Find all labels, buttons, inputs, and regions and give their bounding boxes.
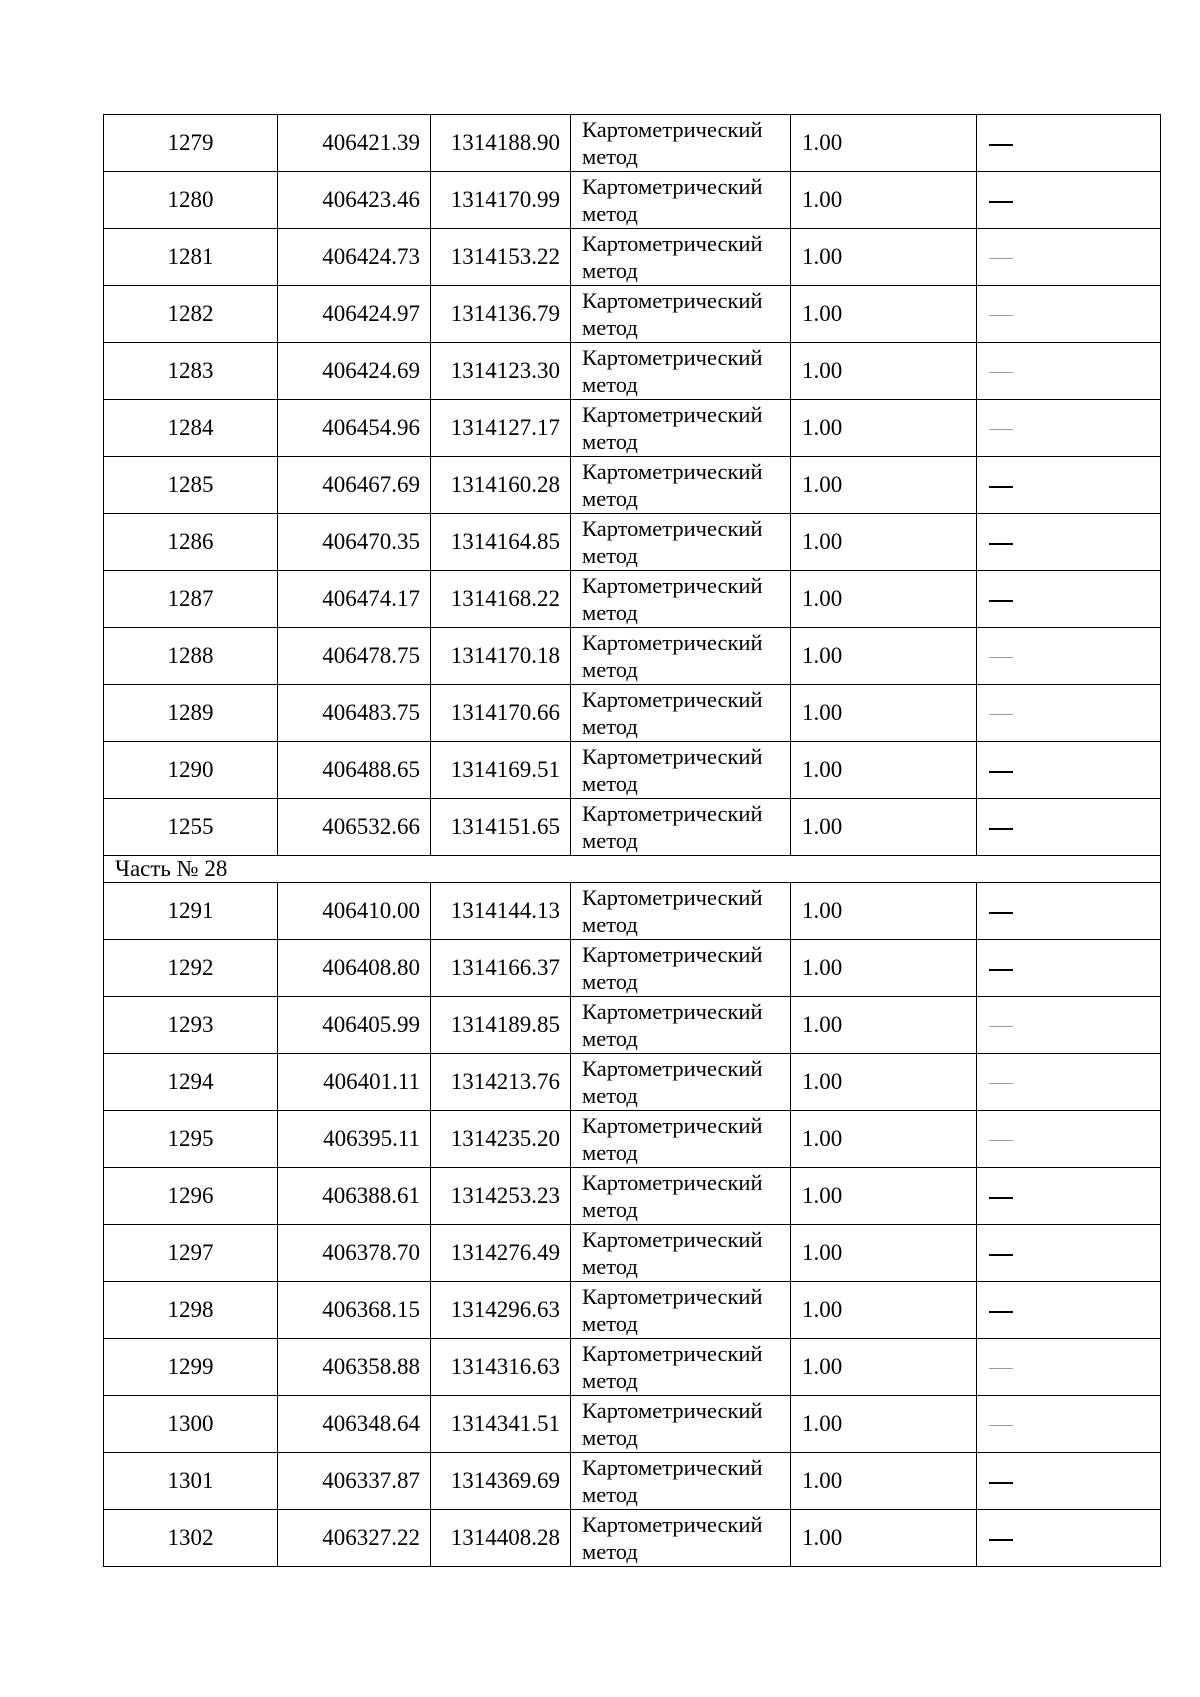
- y-coordinate-cell: 1314170.99: [431, 172, 571, 229]
- accuracy-cell: 1.00: [791, 229, 977, 286]
- x-coordinate-cell: 406424.73: [278, 229, 431, 286]
- table-row: [104, 1339, 1161, 1396]
- table-row: [104, 628, 1161, 685]
- x-coordinate-cell: 406424.69: [278, 343, 431, 400]
- y-coordinate-cell: 1314408.28: [431, 1510, 571, 1567]
- dash-mark: [989, 201, 1013, 203]
- y-coordinate-cell: 1314151.65: [431, 799, 571, 856]
- y-coordinate-cell: 1314189.85: [431, 997, 571, 1054]
- method-cell: [571, 1225, 791, 1282]
- accuracy-cell: 1.00: [791, 940, 977, 997]
- table-row: [104, 1453, 1161, 1510]
- x-coordinate-cell: 406421.39: [278, 115, 431, 172]
- dash-mark: [989, 771, 1013, 773]
- method-cell: [571, 883, 791, 940]
- accuracy-cell: 1.00: [791, 1339, 977, 1396]
- method-line-1: Картометрический: [582, 1284, 763, 1309]
- method-cell: [571, 1111, 791, 1168]
- method-line-2: метод: [582, 771, 638, 796]
- x-coordinate-cell: 406401.11: [278, 1054, 431, 1111]
- dash-mark: [989, 543, 1013, 545]
- point-number-cell: 1286: [104, 514, 278, 571]
- accuracy-cell: 1.00: [791, 1396, 977, 1453]
- x-coordinate-cell: 406467.69: [278, 457, 431, 514]
- table-row: [104, 1396, 1161, 1453]
- x-coordinate-cell: 406337.87: [278, 1453, 431, 1510]
- dash-mark: [989, 144, 1013, 146]
- y-coordinate-cell: 1314188.90: [431, 115, 571, 172]
- dash-mark: [989, 429, 1013, 430]
- x-coordinate-cell: 406478.75: [278, 628, 431, 685]
- method-line-2: метод: [582, 1368, 638, 1393]
- method-line-2: метод: [582, 969, 638, 994]
- accuracy-cell: 1.00: [791, 1111, 977, 1168]
- description-cell: [977, 571, 1161, 628]
- description-cell: [977, 514, 1161, 571]
- method-line-2: метод: [582, 1140, 638, 1165]
- table-row: [104, 799, 1161, 856]
- table-row: [104, 343, 1161, 400]
- method-line-1: Картометрический: [582, 1113, 763, 1138]
- method-line-1: Картометрический: [582, 801, 763, 826]
- dash-mark: [989, 657, 1013, 658]
- description-cell: [977, 229, 1161, 286]
- accuracy-cell: 1.00: [791, 799, 977, 856]
- method-line-1: Картометрический: [582, 1512, 763, 1537]
- description-cell: [977, 1054, 1161, 1111]
- x-coordinate-cell: 406327.22: [278, 1510, 431, 1567]
- method-line-1: Картометрический: [582, 117, 763, 142]
- y-coordinate-cell: 1314127.17: [431, 400, 571, 457]
- point-number-cell: 1297: [104, 1225, 278, 1282]
- method-line-2: метод: [582, 429, 638, 454]
- table-row: [104, 1054, 1161, 1111]
- description-cell: [977, 1339, 1161, 1396]
- point-number-cell: 1284: [104, 400, 278, 457]
- description-cell: [977, 628, 1161, 685]
- y-coordinate-cell: 1314168.22: [431, 571, 571, 628]
- table-row: [104, 1225, 1161, 1282]
- accuracy-cell: 1.00: [791, 685, 977, 742]
- method-line-1: Картометрический: [582, 1341, 763, 1366]
- dash-mark: [989, 1425, 1013, 1426]
- point-number-cell: 1289: [104, 685, 278, 742]
- method-line-2: метод: [582, 1026, 638, 1051]
- table-row: [104, 1282, 1161, 1339]
- method-cell: [571, 343, 791, 400]
- description-cell: [977, 1168, 1161, 1225]
- method-cell: [571, 571, 791, 628]
- method-cell: [571, 742, 791, 799]
- dash-mark: [989, 1368, 1013, 1369]
- description-cell: [977, 1396, 1161, 1453]
- method-line-2: метод: [582, 600, 638, 625]
- y-coordinate-cell: 1314316.63: [431, 1339, 571, 1396]
- table-row: [104, 742, 1161, 799]
- point-number-cell: 1298: [104, 1282, 278, 1339]
- method-line-1: Картометрический: [582, 402, 763, 427]
- method-cell: [571, 457, 791, 514]
- dash-mark: [989, 1539, 1013, 1541]
- x-coordinate-cell: 406474.17: [278, 571, 431, 628]
- point-number-cell: 1301: [104, 1453, 278, 1510]
- method-line-2: метод: [582, 1083, 638, 1108]
- x-coordinate-cell: 406405.99: [278, 997, 431, 1054]
- dash-mark: [989, 258, 1013, 259]
- description-cell: [977, 1510, 1161, 1567]
- table-row: [104, 229, 1161, 286]
- table-row: [104, 883, 1161, 940]
- dash-mark: [989, 1197, 1013, 1199]
- y-coordinate-cell: 1314164.85: [431, 514, 571, 571]
- method-cell: [571, 685, 791, 742]
- description-cell: [977, 343, 1161, 400]
- method-line-1: Картометрический: [582, 1455, 763, 1480]
- y-coordinate-cell: 1314213.76: [431, 1054, 571, 1111]
- y-coordinate-cell: 1314166.37: [431, 940, 571, 997]
- x-coordinate-cell: 406470.35: [278, 514, 431, 571]
- dash-mark: [989, 828, 1013, 830]
- accuracy-cell: 1.00: [791, 514, 977, 571]
- method-line-2: метод: [582, 1254, 638, 1279]
- method-cell: [571, 799, 791, 856]
- description-cell: [977, 742, 1161, 799]
- y-coordinate-cell: 1314136.79: [431, 286, 571, 343]
- table-row: [104, 571, 1161, 628]
- method-line-1: Картометрический: [582, 288, 763, 313]
- method-line-2: метод: [582, 1425, 638, 1450]
- dash-mark: [989, 1311, 1013, 1313]
- y-coordinate-cell: 1314369.69: [431, 1453, 571, 1510]
- accuracy-cell: 1.00: [791, 1282, 977, 1339]
- method-line-1: Картометрический: [582, 1056, 763, 1081]
- method-line-1: Картометрический: [582, 231, 763, 256]
- table-row: [104, 940, 1161, 997]
- method-cell: [571, 1282, 791, 1339]
- method-cell: [571, 1396, 791, 1453]
- method-cell: [571, 1510, 791, 1567]
- description-cell: [977, 400, 1161, 457]
- dash-mark: [989, 600, 1013, 602]
- point-number-cell: 1285: [104, 457, 278, 514]
- description-cell: [977, 940, 1161, 997]
- point-number-cell: 1281: [104, 229, 278, 286]
- method-line-2: метод: [582, 258, 638, 283]
- y-coordinate-cell: 1314160.28: [431, 457, 571, 514]
- point-number-cell: 1282: [104, 286, 278, 343]
- dash-mark: [989, 969, 1013, 971]
- table-row: [104, 457, 1161, 514]
- method-line-2: метод: [582, 657, 638, 682]
- description-cell: [977, 799, 1161, 856]
- accuracy-cell: 1.00: [791, 400, 977, 457]
- point-number-cell: 1302: [104, 1510, 278, 1567]
- x-coordinate-cell: 406348.64: [278, 1396, 431, 1453]
- method-line-1: Картометрический: [582, 1398, 763, 1423]
- method-cell: [571, 1054, 791, 1111]
- method-line-1: Картометрический: [582, 345, 763, 370]
- accuracy-cell: 1.00: [791, 1168, 977, 1225]
- x-coordinate-cell: 406488.65: [278, 742, 431, 799]
- accuracy-cell: 1.00: [791, 172, 977, 229]
- point-number-cell: 1296: [104, 1168, 278, 1225]
- description-cell: [977, 1111, 1161, 1168]
- x-coordinate-cell: 406368.15: [278, 1282, 431, 1339]
- description-cell: [977, 172, 1161, 229]
- method-line-1: Картометрический: [582, 1170, 763, 1195]
- point-number-cell: 1293: [104, 997, 278, 1054]
- accuracy-cell: 1.00: [791, 742, 977, 799]
- y-coordinate-cell: 1314169.51: [431, 742, 571, 799]
- point-number-cell: 1290: [104, 742, 278, 799]
- accuracy-cell: 1.00: [791, 1225, 977, 1282]
- x-coordinate-cell: 406408.80: [278, 940, 431, 997]
- point-number-cell: 1300: [104, 1396, 278, 1453]
- y-coordinate-cell: 1314170.66: [431, 685, 571, 742]
- method-line-2: метод: [582, 714, 638, 739]
- table-row: [104, 1168, 1161, 1225]
- accuracy-cell: 1.00: [791, 115, 977, 172]
- point-number-cell: 1295: [104, 1111, 278, 1168]
- accuracy-cell: 1.00: [791, 457, 977, 514]
- x-coordinate-cell: 406424.97: [278, 286, 431, 343]
- description-cell: [977, 115, 1161, 172]
- table-row: [104, 514, 1161, 571]
- y-coordinate-cell: 1314170.18: [431, 628, 571, 685]
- method-line-2: метод: [582, 372, 638, 397]
- method-line-1: Картометрический: [582, 516, 763, 541]
- point-number-cell: 1291: [104, 883, 278, 940]
- description-cell: [977, 997, 1161, 1054]
- accuracy-cell: 1.00: [791, 997, 977, 1054]
- description-cell: [977, 883, 1161, 940]
- method-line-1: Картометрический: [582, 459, 763, 484]
- method-line-1: Картометрический: [582, 687, 763, 712]
- x-coordinate-cell: 406532.66: [278, 799, 431, 856]
- method-line-2: метод: [582, 1197, 638, 1222]
- x-coordinate-cell: 406423.46: [278, 172, 431, 229]
- method-line-2: метод: [582, 144, 638, 169]
- point-number-cell: 1299: [104, 1339, 278, 1396]
- method-cell: [571, 115, 791, 172]
- method-cell: [571, 172, 791, 229]
- dash-mark: [989, 912, 1013, 914]
- method-line-2: метод: [582, 486, 638, 511]
- table-row: [104, 400, 1161, 457]
- table-row: [104, 1111, 1161, 1168]
- method-line-1: Картометрический: [582, 942, 763, 967]
- dash-mark: [989, 1140, 1013, 1141]
- method-cell: [571, 514, 791, 571]
- method-line-2: метод: [582, 315, 638, 340]
- y-coordinate-cell: 1314144.13: [431, 883, 571, 940]
- point-number-cell: 1280: [104, 172, 278, 229]
- description-cell: [977, 1453, 1161, 1510]
- x-coordinate-cell: 406388.61: [278, 1168, 431, 1225]
- table-row: [104, 286, 1161, 343]
- method-line-1: Картометрический: [582, 1227, 763, 1252]
- method-line-2: метод: [582, 1311, 638, 1336]
- accuracy-cell: 1.00: [791, 571, 977, 628]
- y-coordinate-cell: 1314341.51: [431, 1396, 571, 1453]
- method-line-1: Картометрический: [582, 999, 763, 1024]
- point-number-cell: 1294: [104, 1054, 278, 1111]
- description-cell: [977, 1282, 1161, 1339]
- method-cell: [571, 1168, 791, 1225]
- accuracy-cell: 1.00: [791, 1510, 977, 1567]
- dash-mark: [989, 714, 1013, 715]
- method-line-2: метод: [582, 543, 638, 568]
- method-line-2: метод: [582, 1482, 638, 1507]
- dash-mark: [989, 486, 1013, 488]
- y-coordinate-cell: 1314123.30: [431, 343, 571, 400]
- y-coordinate-cell: 1314276.49: [431, 1225, 571, 1282]
- dash-mark: [989, 315, 1013, 316]
- x-coordinate-cell: 406378.70: [278, 1225, 431, 1282]
- x-coordinate-cell: 406410.00: [278, 883, 431, 940]
- table-row: [104, 685, 1161, 742]
- method-cell: [571, 400, 791, 457]
- table-row: [104, 172, 1161, 229]
- method-cell: [571, 286, 791, 343]
- method-cell: [571, 1453, 791, 1510]
- coordinates-table: [103, 114, 1161, 1567]
- method-line-2: метод: [582, 201, 638, 226]
- dash-mark: [989, 1026, 1013, 1027]
- table-body: [104, 115, 1161, 1567]
- point-number-cell: 1287: [104, 571, 278, 628]
- description-cell: [977, 1225, 1161, 1282]
- description-cell: [977, 685, 1161, 742]
- part-label: Часть № 28: [104, 856, 1161, 883]
- dash-mark: [989, 1254, 1013, 1256]
- point-number-cell: 1288: [104, 628, 278, 685]
- method-cell: [571, 229, 791, 286]
- point-number-cell: 1255: [104, 799, 278, 856]
- accuracy-cell: 1.00: [791, 1054, 977, 1111]
- method-cell: [571, 997, 791, 1054]
- method-line-1: Картометрический: [582, 573, 763, 598]
- method-line-1: Картометрический: [582, 174, 763, 199]
- description-cell: [977, 457, 1161, 514]
- method-line-2: метод: [582, 912, 638, 937]
- accuracy-cell: 1.00: [791, 343, 977, 400]
- point-number-cell: 1292: [104, 940, 278, 997]
- x-coordinate-cell: 406358.88: [278, 1339, 431, 1396]
- accuracy-cell: 1.00: [791, 628, 977, 685]
- x-coordinate-cell: 406395.11: [278, 1111, 431, 1168]
- dash-mark: [989, 1482, 1013, 1484]
- method-cell: [571, 628, 791, 685]
- table-row: [104, 115, 1161, 172]
- dash-mark: [989, 372, 1013, 373]
- method-cell: [571, 1339, 791, 1396]
- x-coordinate-cell: 406454.96: [278, 400, 431, 457]
- accuracy-cell: 1.00: [791, 286, 977, 343]
- table-row: [104, 1510, 1161, 1567]
- table-row: [104, 997, 1161, 1054]
- y-coordinate-cell: 1314253.23: [431, 1168, 571, 1225]
- y-coordinate-cell: 1314153.22: [431, 229, 571, 286]
- method-line-1: Картометрический: [582, 885, 763, 910]
- method-line-2: метод: [582, 828, 638, 853]
- method-line-1: Картометрический: [582, 744, 763, 769]
- part-header-row: [104, 856, 1161, 883]
- accuracy-cell: 1.00: [791, 1453, 977, 1510]
- dash-mark: [989, 1083, 1013, 1084]
- x-coordinate-cell: 406483.75: [278, 685, 431, 742]
- method-line-1: Картометрический: [582, 630, 763, 655]
- y-coordinate-cell: 1314296.63: [431, 1282, 571, 1339]
- accuracy-cell: 1.00: [791, 883, 977, 940]
- description-cell: [977, 286, 1161, 343]
- method-cell: [571, 940, 791, 997]
- method-line-2: метод: [582, 1539, 638, 1564]
- point-number-cell: 1283: [104, 343, 278, 400]
- y-coordinate-cell: 1314235.20: [431, 1111, 571, 1168]
- point-number-cell: 1279: [104, 115, 278, 172]
